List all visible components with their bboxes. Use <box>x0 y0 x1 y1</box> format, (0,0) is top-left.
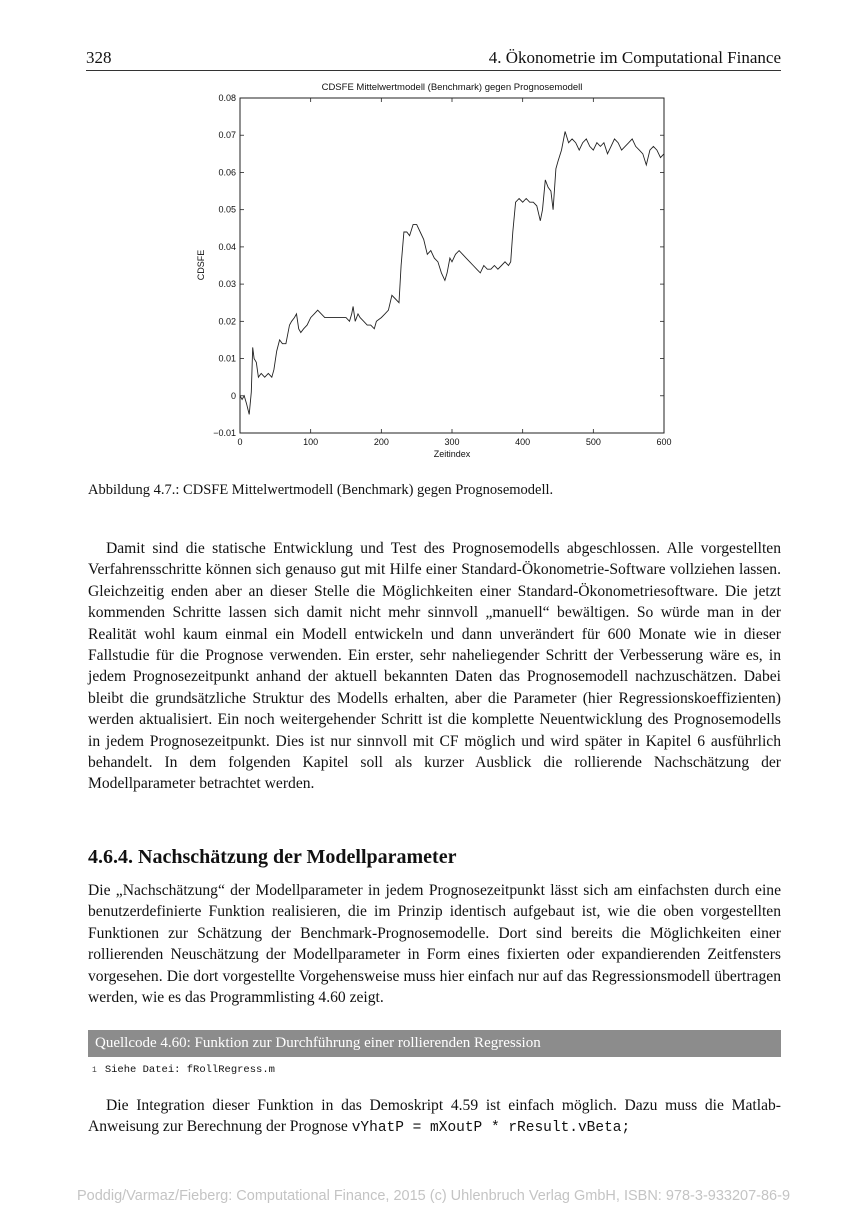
code-line-text: Siehe Datei: fRollRegress.m <box>104 1064 275 1076</box>
code-line-number: 1 <box>92 1066 97 1075</box>
x-tick-label: 0 <box>237 437 243 447</box>
x-axis-label: Zeitindex <box>433 449 471 459</box>
y-tick-label: 0.02 <box>218 316 236 327</box>
cdsfe-series-line <box>240 132 664 415</box>
paragraph-1: Damit sind die statische Entwicklung und Test des Prognosemodells abgeschlossen. Alle vorgestellten Verfahrensschritte können sich genauso gut mit Hilfe einer Standard-Ökonometrie-Software vollziehen lassen. Gleichzeitig enden aber an dieser Stelle die Möglichkeiten einer Standard-Ökonometriesoftware. Die jetzt kommenden Schritte lassen sich damit nicht mehr sinnvoll „manuell“ bewältigen. So würde man in der Realität wohl kaum einmal ein Modell entwickeln und dann unverändert für 600 Monate wie in dieser Fallstudie für die Prognose verwenden. Ein erster, sehr naheliegender Schritt der Verbesserung wäre es, in jedem Prognosezeitpunkt anhand der aktuell bekannten Daten das Prognosemodell nachzuschätzen. Dabei bleibt die grundsätzliche Struktur des Modells erhalten, aber die Parameter (hier Regressionskoeffizienten) werden aktualisiert. Ein noch weitergehender Schritt ist die komplette Neuentwicklung des Prognosemodells in jedem Prognosezeitpunkt. Dies ist nur sinnvoll mit CF möglich und wird später in Kapitel 6 ausführlich behandelt. In dem folgenden Kapitel soll als kurzer Ausblick die rollierende Nachschätzung der Modellparameter betrachtet werden. <box>88 540 781 793</box>
y-tick-label: −0.01 <box>213 428 236 438</box>
x-tick-label: 200 <box>373 437 389 447</box>
y-tick-label: 0.08 <box>218 93 236 103</box>
x-tick-label: 500 <box>585 437 601 447</box>
line-chart <box>0 0 867 470</box>
plot-frame <box>240 98 664 433</box>
x-tick-label: 300 <box>444 437 460 447</box>
inline-code: vYhatP = mXoutP * rResult.vBeta; <box>351 1120 631 1137</box>
paragraph-3 <box>88 1095 781 1140</box>
page-number: 328 <box>86 48 112 67</box>
chapter-title: 4. Ökonometrie im Computational Finance <box>488 48 781 67</box>
y-tick-label: 0.03 <box>218 279 236 290</box>
copyright-footer: Poddig/Varmaz/Fieberg: Computational Finance, 2015 (c) Uhlenbruch Verlag GmbH, ISBN: 978-3-933207-86-9 <box>76 1188 791 1204</box>
y-axis-label: CDSFE <box>196 249 206 281</box>
x-tick-label: 400 <box>515 437 531 447</box>
x-tick-label: 100 <box>303 437 319 447</box>
figure-caption: Abbildung 4.7.: CDSFE Mittelwertmodell (Benchmark) gegen Prognosemodell. <box>88 482 554 498</box>
code-listing-caption: Quellcode 4.60: Funktion zur Durchführung einer rollierenden Regression <box>88 1030 781 1057</box>
y-tick-label: 0 <box>230 390 236 401</box>
paragraph-2: Die „Nachschätzung“ der Modellparameter in jedem Prognosezeitpunkt lässt sich am einfachsten durch eine benutzerdefinierte Funktion realisieren, die im Prinzip identisch aufgebaut ist, wie die oben vorgestellten Funktionen zur Schätzung der Benchmark-Prognosemodelle. Dort sind bereits die Möglichkeiten einer rollierenden Neuschätzung der Modellparameter in Form eines fixierten oder expandierenden Zeitfensters vorgesehen. Die dort vorgestellte Vorgehensweise muss hier einfach nur auf das Regressionsmodell übertragen werden, wie es das Programmlisting 4.60 zeigt. <box>88 882 781 1007</box>
y-tick-label: 0.04 <box>218 241 236 252</box>
y-tick-label: 0.05 <box>218 204 236 215</box>
chart-title: CDSFE Mittelwertmodell (Benchmark) gegen Prognosemodell <box>321 82 583 93</box>
y-tick-label: 0.06 <box>218 167 236 178</box>
y-tick-label: 0.07 <box>218 130 236 141</box>
x-tick-label: 600 <box>656 437 672 447</box>
section-title: 4.6.4. Nachschätzung der Modellparameter <box>88 846 457 868</box>
paragraph-3-text: Die Integration dieser Funktion in das Demoskript 4.59 ist einfach möglich. Dazu muss die Matlab-Anweisung zur Berechnung der Prognose <box>88 1097 781 1136</box>
code-listing-line <box>92 1064 275 1076</box>
y-tick-label: 0.01 <box>218 353 236 364</box>
